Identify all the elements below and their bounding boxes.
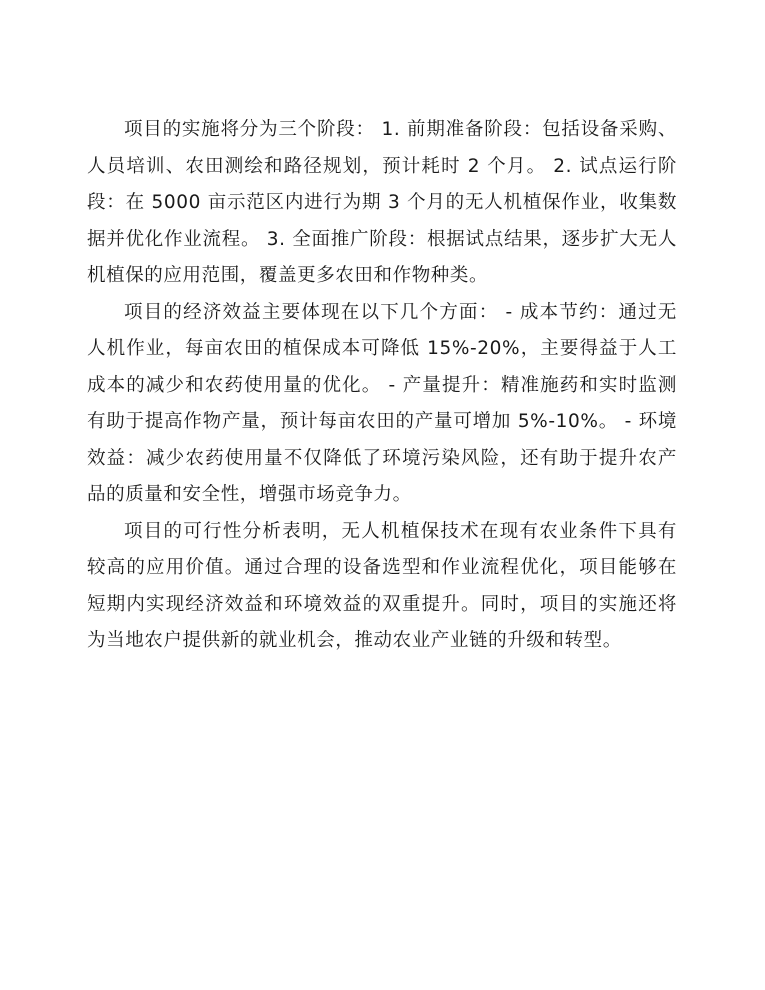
- paragraph-implementation-phases: 项目的实施将分为三个阶段： 1. 前期准备阶段：包括设备采购、人员培训、农田测绘和路径规划，预计耗时 2 个月。 2. 试点运行阶段：在 5000 亩示范区内进行为期 3 个月的无人机植保作业，收集数据并优化作业流程。 3. 全面推广阶段：根据试点结果，逐步扩大无人机植保的应用范围，覆盖更多农田和作物种类。: [87, 119, 677, 286]
- paragraph-feasibility: 项目的可行性分析表明，无人机植保技术在现有农业条件下具有较高的应用价值。通过合理的设备选型和作业流程优化，项目能够在短期内实现经济效益和环境效益的双重提升。同时，项目的实施还将为当地农户提供新的就业机会，推动农业产业链的升级和转型。: [87, 520, 677, 651]
- document-body: [87, 112, 677, 660]
- paragraph-economic-benefits: 项目的经济效益主要体现在以下几个方面： - 成本节约：通过无人机作业，每亩农田的植保成本可降低 15%-20%，主要得益于人工成本的减少和农药使用量的优化。 - 产量提升：精准施药和实时监测有助于提高作物产量，预计每亩农田的产量可增加 5%-10%。 - 环境效益：减少农药使用量不仅降低了环境污染风险，还有助于提升农产品的质量和安全性，增强市场竞争力。: [87, 301, 677, 505]
